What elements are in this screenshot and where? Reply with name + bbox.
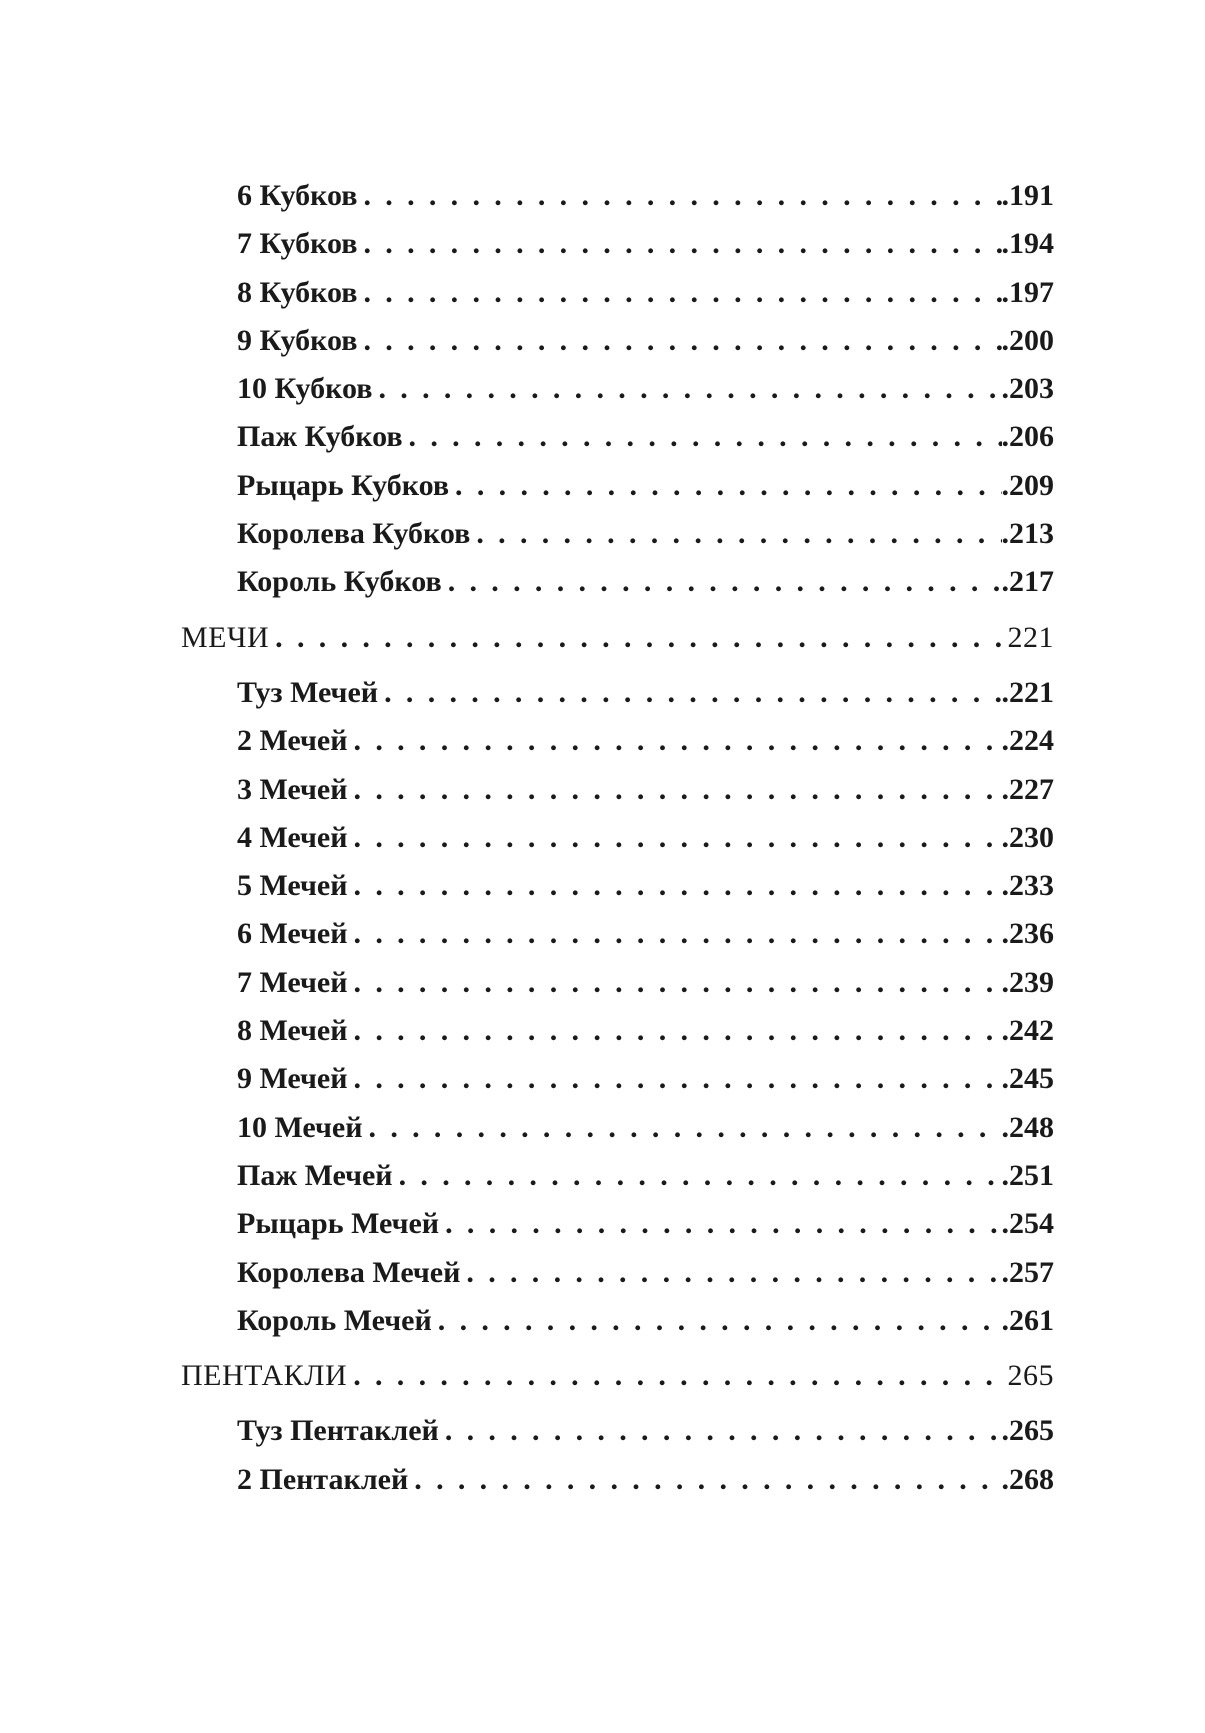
dot-leader	[384, 669, 1001, 717]
toc-entry-page-number: .265	[1001, 1414, 1054, 1448]
toc-entry[interactable]	[237, 1152, 1054, 1200]
dot-leader	[363, 317, 1001, 365]
toc-entry-page-number: 221	[1007, 620, 1054, 654]
toc-entry-page-number: .251	[1001, 1158, 1054, 1192]
toc-entry-title: 7 Мечей	[237, 965, 348, 999]
toc-entry-title: 9 Мечей	[237, 1062, 348, 1096]
toc-entry-page-number: .200	[1001, 323, 1054, 357]
toc-entry-title: Король Мечей	[237, 1303, 432, 1337]
toc-entry-title: 8 Мечей	[237, 1014, 348, 1048]
toc-entry[interactable]	[237, 1007, 1054, 1055]
toc-entry[interactable]	[237, 220, 1054, 268]
dot-leader	[369, 1104, 1002, 1152]
toc-entry[interactable]	[237, 1297, 1054, 1345]
toc-entry-page-number: .197	[1001, 275, 1054, 309]
dot-leader	[414, 1456, 1001, 1504]
toc-entry[interactable]	[237, 862, 1054, 910]
toc-entry-title: МЕЧИ	[181, 620, 270, 654]
toc-entry[interactable]	[237, 910, 1054, 958]
toc-entry-title: Рыцарь Мечей	[237, 1207, 440, 1241]
toc-entry-page-number: .224	[1001, 724, 1054, 758]
toc-entry[interactable]	[237, 814, 1054, 862]
toc-entry[interactable]	[237, 959, 1054, 1007]
toc-section-entry[interactable]	[181, 1352, 1054, 1400]
toc-entry-page-number: .227	[1001, 772, 1054, 806]
toc-entry[interactable]	[237, 558, 1054, 606]
toc-entry[interactable]	[237, 1456, 1054, 1504]
dot-leader	[354, 717, 1002, 765]
toc-entry[interactable]	[237, 365, 1054, 413]
toc-entry[interactable]	[237, 462, 1054, 510]
dot-leader	[353, 1352, 1001, 1400]
dot-leader	[354, 862, 1002, 910]
toc-entry-page-number: .245	[1001, 1062, 1054, 1096]
toc-entry[interactable]	[237, 1104, 1054, 1152]
toc-entry-title: Королева Мечей	[237, 1255, 461, 1289]
toc-entry-page-number: .268	[1001, 1462, 1054, 1496]
toc-entry-page-number: .206	[1001, 420, 1054, 454]
toc-entry-page-number: .191	[1001, 179, 1054, 212]
toc-entry-page-number: .236	[1001, 917, 1054, 951]
dot-leader	[448, 558, 1002, 606]
toc-entry-page-number: 265	[1007, 1359, 1054, 1393]
toc-entry[interactable]	[237, 1249, 1054, 1297]
toc-entry-page-number: .217	[1001, 565, 1054, 599]
dot-leader	[275, 614, 1001, 662]
toc-entry-title: 8 Кубков	[237, 275, 358, 309]
table-of-contents	[181, 172, 1054, 1504]
toc-entry-page-number: .248	[1001, 1110, 1054, 1144]
toc-entry-title: 6 Мечей	[237, 917, 348, 951]
dot-leader	[438, 1297, 1002, 1345]
toc-entry-title: 9 Кубков	[237, 323, 358, 357]
dot-leader	[354, 959, 1002, 1007]
dot-leader	[399, 1152, 1002, 1200]
dot-leader	[363, 269, 1001, 317]
toc-entry[interactable]	[237, 510, 1054, 558]
toc-entry-title: 2 Мечей	[237, 724, 348, 758]
toc-entry[interactable]	[237, 317, 1054, 365]
dot-leader	[476, 510, 1001, 558]
dot-leader	[466, 1249, 1001, 1297]
dot-leader	[409, 413, 1002, 461]
toc-entry-title: Рыцарь Кубков	[237, 468, 450, 502]
dot-leader	[354, 814, 1002, 862]
dot-leader	[354, 910, 1002, 958]
toc-entry-page-number: .194	[1001, 227, 1054, 261]
toc-entry[interactable]	[237, 1407, 1054, 1455]
dot-leader	[363, 220, 1001, 268]
toc-entry-page-number: .230	[1001, 820, 1054, 854]
toc-entry-title: 5 Мечей	[237, 869, 348, 903]
toc-entry-page-number: .209	[1001, 468, 1054, 502]
toc-entry-title: 10 Кубков	[237, 372, 373, 406]
toc-entry-title: ПЕНТАКЛИ	[181, 1359, 348, 1393]
toc-entry-page-number: .242	[1001, 1014, 1054, 1048]
toc-entry-page-number: .203	[1001, 372, 1054, 406]
toc-section-entry[interactable]	[181, 614, 1054, 662]
dot-leader	[455, 462, 1001, 510]
dot-leader	[354, 1007, 1002, 1055]
toc-entry[interactable]	[237, 413, 1054, 461]
dot-leader	[378, 365, 1001, 413]
toc-entry-page-number: .239	[1001, 965, 1054, 999]
toc-entry-title: Паж Мечей	[237, 1158, 393, 1192]
toc-entry-title: 4 Мечей	[237, 820, 348, 854]
dot-leader	[363, 172, 1001, 220]
toc-entry-title: Королева Кубков	[237, 517, 471, 551]
toc-entry-page-number: .221	[1001, 675, 1054, 709]
dot-leader	[354, 766, 1002, 814]
toc-entry[interactable]	[237, 1055, 1054, 1103]
toc-entry-title: 6 Кубков	[237, 179, 358, 212]
toc-entry-title: 2 Пентаклей	[237, 1462, 409, 1496]
dot-leader	[445, 1407, 1002, 1455]
dot-leader	[445, 1200, 1001, 1248]
toc-entry-title: Паж Кубков	[237, 420, 403, 454]
toc-entry[interactable]	[237, 717, 1054, 765]
toc-entry-page-number: .261	[1001, 1303, 1054, 1337]
toc-entry[interactable]	[237, 172, 1054, 220]
toc-entry-page-number: .254	[1001, 1207, 1054, 1241]
toc-entry-page-number: .257	[1001, 1255, 1054, 1289]
toc-entry-title: Туз Мечей	[237, 675, 379, 709]
toc-entry[interactable]	[237, 669, 1054, 717]
dot-leader	[354, 1055, 1002, 1103]
toc-entry-page-number: .233	[1001, 869, 1054, 903]
toc-entry[interactable]	[237, 1200, 1054, 1248]
toc-entry-title: 3 Мечей	[237, 772, 348, 806]
toc-entry-page-number: .213	[1001, 517, 1054, 551]
toc-entry[interactable]	[237, 269, 1054, 317]
toc-entry-title: Туз Пентаклей	[237, 1414, 439, 1448]
toc-entry-title: 10 Мечей	[237, 1110, 363, 1144]
toc-entry-title: Король Кубков	[237, 565, 442, 599]
toc-entry[interactable]	[237, 766, 1054, 814]
toc-entry-title: 7 Кубков	[237, 227, 358, 261]
